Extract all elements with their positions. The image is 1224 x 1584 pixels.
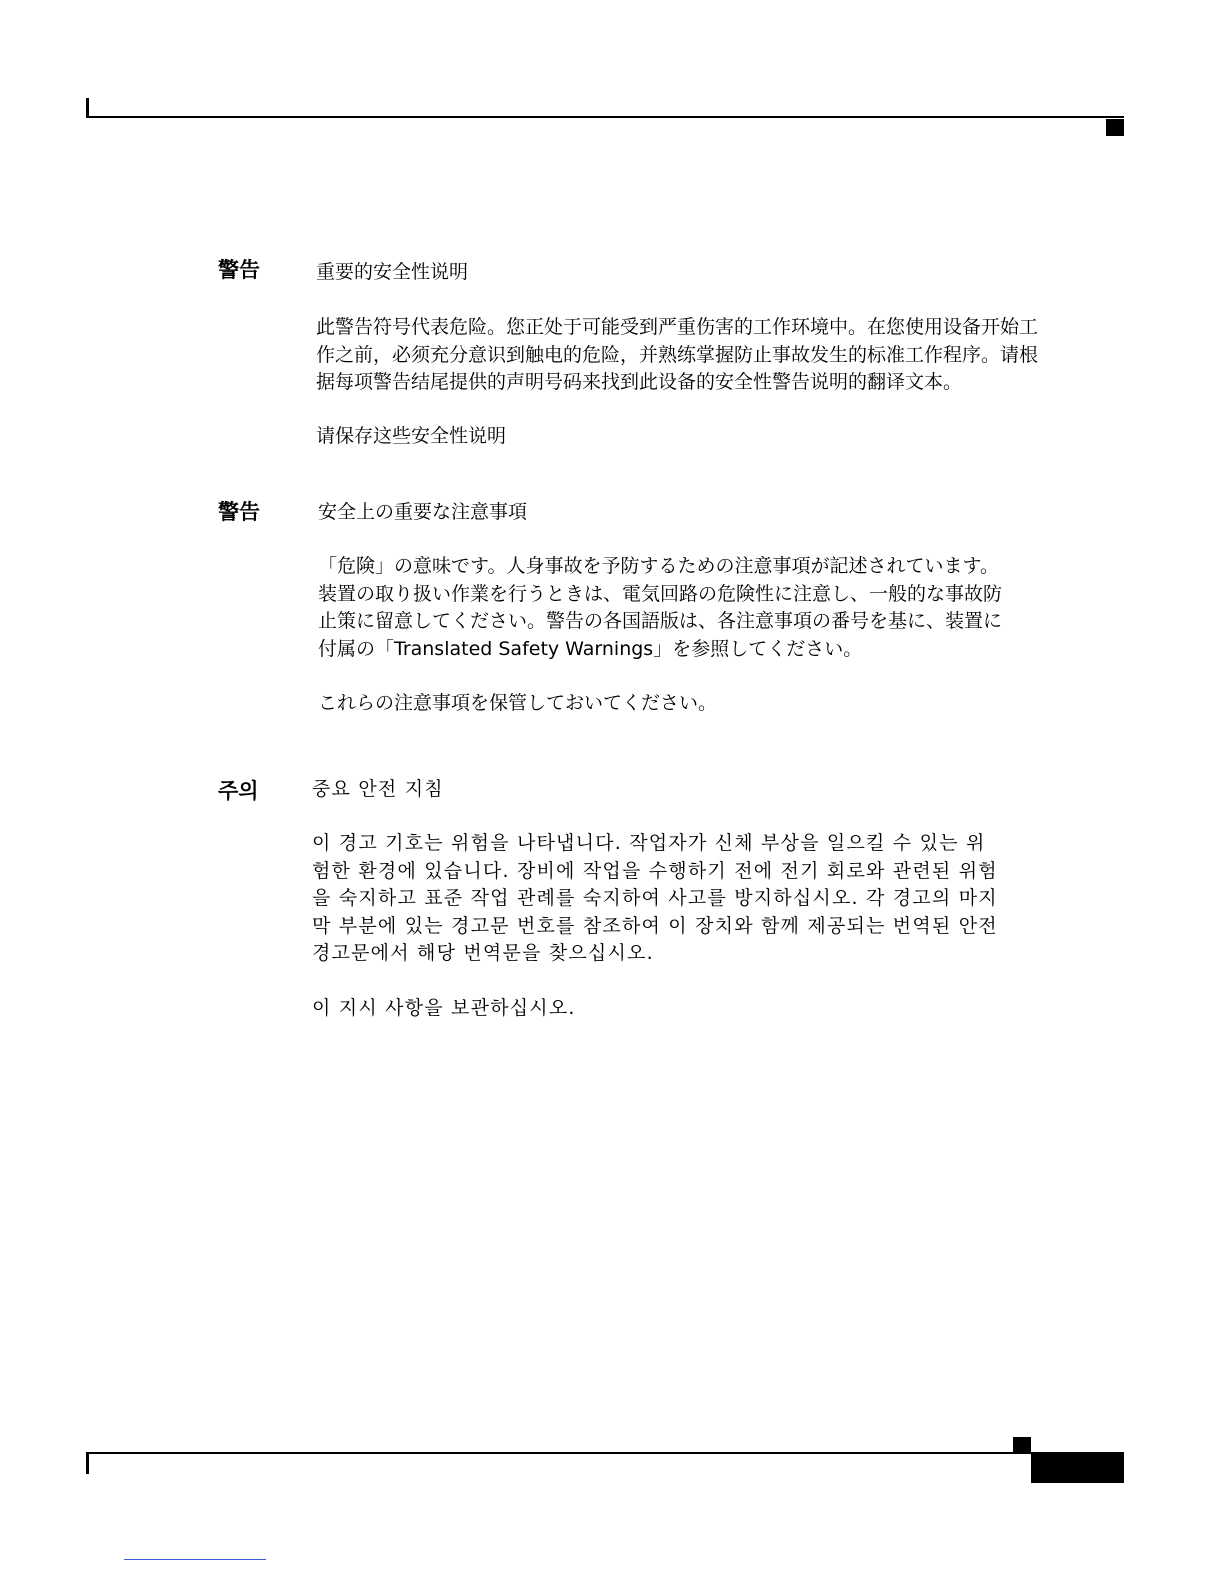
body-line: 装置の取り扱い作業を行うときは、電気回路の危険性に注意し、一般的な事故防 bbox=[318, 582, 1003, 605]
closing-note: 请保存这些安全性说明 bbox=[316, 424, 507, 447]
body-line: 「危険」の意味です。人身事故を予防するための注意事項が記述されています。 bbox=[318, 555, 999, 577]
warning-section-zh bbox=[316, 259, 1116, 449]
body-line: 이 경고 기호는 위험을 나타냅니다. 작업자가 신체 부상을 일으킬 수 있는 위 bbox=[312, 832, 986, 854]
footer-left-tick bbox=[86, 1454, 89, 1474]
section-heading: 重要的安全性说明 bbox=[316, 261, 469, 283]
header-corner-marker bbox=[1106, 119, 1124, 136]
body-line: 을 숙지하고 표준 작업 관례를 숙지하여 사고를 방지하십시오. 각 경고의 마지 bbox=[312, 887, 998, 910]
warning-label-ja: 警告 bbox=[218, 500, 260, 524]
warning-section-ko bbox=[312, 776, 1112, 1021]
body-line: 막 부분에 있는 경고문 번호를 참조하여 이 장치와 함께 제공되는 번역된 안전 bbox=[312, 914, 998, 937]
warning-body bbox=[316, 314, 1116, 397]
warning-label-ko: 주의 bbox=[218, 779, 259, 803]
body-line: 付属の「Translated Safety Warnings」を参照してください。 bbox=[318, 637, 863, 660]
header-left-tick bbox=[86, 98, 89, 118]
page-number-tab bbox=[1031, 1454, 1124, 1483]
body-line: 据每项警告结尾提供的声明号码来找到此设备的安全性警告说明的翻译文本。 bbox=[316, 371, 963, 393]
closing-note: 이 지시 사항을 보관하십시오. bbox=[312, 996, 576, 1019]
header-rule bbox=[86, 116, 1124, 118]
body-line: 此警告符号代表危险。您正处于可能受到严重伤害的工作环境中。在您使用设备开始工 bbox=[316, 316, 1039, 338]
footer-rule bbox=[86, 1452, 1124, 1454]
closing-note: これらの注意事項を保管しておいてください。 bbox=[318, 692, 718, 714]
section-heading: 安全上の重要な注意事項 bbox=[318, 501, 528, 523]
body-line: 止策に留意してください。警告の各国語版は、各注意事項の番号を基に、装置に bbox=[318, 610, 1003, 632]
warning-section-ja bbox=[318, 499, 1118, 716]
body-line: 경고문에서 해당 번역문을 찾으십시오. bbox=[312, 942, 654, 965]
footer-link-underline bbox=[124, 1559, 266, 1560]
body-line: 作之前，必须充分意识到触电的危险，并熟练掌握防止事故发生的标准工作程序。请根 bbox=[316, 343, 1039, 366]
body-line: 험한 환경에 있습니다. 장비에 작업을 수행하기 전에 전기 회로와 관련된 위험 bbox=[312, 859, 998, 882]
warning-body bbox=[318, 553, 1118, 663]
section-heading: 중요 안전 지침 bbox=[312, 778, 444, 800]
warning-body bbox=[312, 830, 1112, 968]
warning-label-zh: 警告 bbox=[218, 258, 260, 282]
